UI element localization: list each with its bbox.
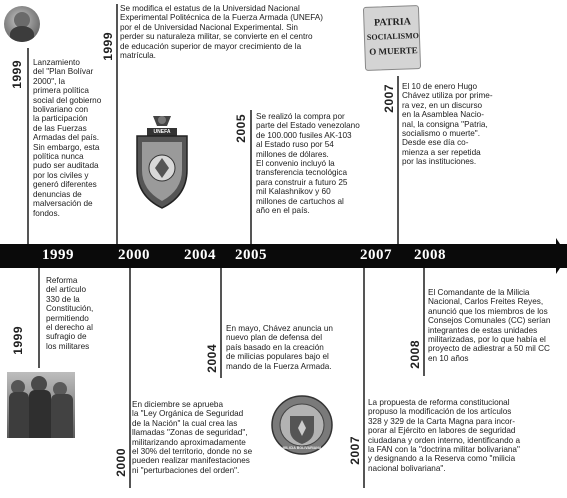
poster-line-3: O MUERTE [369,45,418,57]
timeline-connector [27,48,29,244]
timeline-connector [116,4,118,244]
axis-year-2007: 2007 [360,247,392,263]
event-2008-consejos-comunales: El Comandante de la Milicia Nacional, Carlos Freites Reyes, anunció que los miembros de los Consejos Comunales (CC) serían integrantes de estas unidades militarizadas, por lo que había el proyecto de adiestrar a 50 mil CC en 10 años [428,288,551,363]
year-label-vertical: 2007 [382,84,396,113]
event-2007-reforma: La propuesta de reforma constitucional propuso la modificación de los artículos 328 y 329 de la Carta Magna para incor- porar al Ejército en labores de seguridad ciudadana y orden interno, identificando a la FAN con la "doctrina militar bolivariana" y designando a la Reserva como "milicia nacional bolivariana". [368,398,521,473]
year-label-vertical: 1999 [10,60,24,89]
event-2000-ley-seguridad: En diciembre se aprueba la "Ley Orgánica de Seguridad de la Nación" la cual crea las llamadas "Zonas de seguridad", militarizando aproximadamente el 30% del territorio, donde no se pueden realizar manifestaciones ni "perturbaciones del orden". [132,400,253,475]
axis-year-1999: 1999 [42,247,74,263]
timeline-connector [129,268,131,488]
year-label-vertical: 2008 [408,340,422,369]
year-label-vertical: 1999 [11,326,25,355]
axis-year-2008: 2008 [414,247,446,263]
year-label-vertical: 2004 [205,344,219,373]
year-label-vertical: 2005 [234,114,248,143]
axis-year-2000: 2000 [118,247,150,263]
event-2005-ak103: Se realizó la compra por parte del Estado venezolano de 100.000 fusiles AK-103 al Estado ruso por 54 millones de dólares. El convenio incluyó la transferencia tecnológica para construir a futuro 25 mil Kalashnikov y 60 millones de cartuchos al año en el país. [256,112,360,216]
milicia-seal-text: MILICIA BOLIVARIANA [282,446,322,450]
event-2007-consigna: El 10 de enero Hugo Chávez utiliza por prime- ra vez, en un discurso en la Asamblea Nacio- nal, la consigna "Patria, socialismo o muerte". Desde ese día co- mienza a ser repetida por las instituciones. [402,82,493,167]
axis-year-2005: 2005 [235,247,267,263]
patria-socialismo-poster [363,5,421,71]
milicia-bolivariana-seal [270,394,334,456]
event-1999-articulo-330: Reforma del artículo 330 de la Constitución, permitiendo el derecho al sufragio de los militares [46,276,94,351]
poster-line-2: SOCIALISMO [366,31,420,42]
year-label-vertical: 1999 [101,32,115,61]
unefa-badge-text: UNEFA [153,129,171,135]
axis-year-2004: 2004 [184,247,216,263]
unefa-shield-emblem [133,112,191,210]
event-1999-plan-bolivar: Lanzamiento del "Plan Bolívar 2000", la primera política social del gobierno bolivariano con la participación de las Fuerzas Armadas del país. Sin embargo, esta política nunca pudo ser auditada por los civiles y generó diferentes denuncias de malversación de fondos. [33,58,102,218]
year-label-vertical: 2000 [114,448,128,477]
year-label-vertical: 2007 [348,436,362,465]
timeline-connector [397,76,399,244]
timeline-connector [250,110,252,244]
timeline-arrow-head [556,238,567,274]
poster-line-1: PATRIA [373,16,412,29]
event-2004-milicias: En mayo, Chávez anuncia un nuevo plan de defensa del país basado en la creación de milicias populares bajo el mando de la Fuerza Armada. [226,324,333,371]
soldiers-group-photo [7,372,75,438]
soldiers-portrait-photo [4,6,40,42]
event-1999-unefa: Se modifica el estatus de la Universidad Nacional Experimental Politécnica de la Fuerza Armada (UNEFA) por el de Universidad Nacional Experimental. Sin perder su naturaleza militar, se convierte en el centro de educación superior de mayor crecimiento de la matrícula. [120,4,323,61]
timeline-connector [363,268,365,488]
timeline-connector [38,268,40,368]
timeline-axis [0,244,567,268]
timeline-connector [220,268,222,378]
timeline-connector [423,268,425,376]
